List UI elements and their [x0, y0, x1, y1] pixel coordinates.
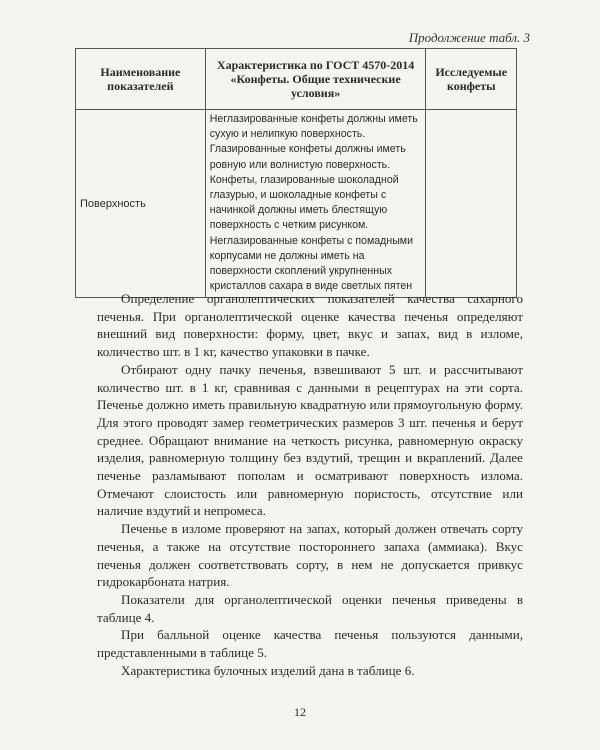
- body-text: [97, 290, 523, 679]
- body-paragraph: При балльной оценке качества печенья пользуются данными, представленными в таблице 5.: [97, 627, 523, 661]
- body-paragraph: Отбирают одну пачку печенья, взвешивают 5 шт. и рассчитывают количество шт. в 1 кг, сравнивая с данными в рецептурах на эти сорта. Печенье должно иметь правильную квадратную или прямоугольную форму. Для этого проводят замер геометрических размеров 3 шт. печенья и берут среднее. Обращают внимание на четкость рисунка, равномерную окраску изделия, равномерную толщину без вздутий, трещин и вкраплений. Далее печенье разламывают пополам и осматривают поверхность излома. Отмечают слоистость или равномерную пористость, отсутствие или наличие вздутий и непромеса.: [97, 361, 523, 519]
- table-continuation-caption: Продолжение табл. 3: [408, 30, 530, 45]
- body-paragraph: Характеристика булочных изделий дана в таблице 6.: [121, 662, 415, 678]
- header-gost-characteristic: Характеристика по ГОСТ 4570-2014 «Конфеты. Общие технические условия»: [205, 49, 426, 110]
- gost-paragraph: Неглазированные конфеты с помадными корпусами не должны иметь на поверхности скоплений укрупненных кристаллов сахара в виде светлых пятен: [209, 234, 414, 293]
- body-paragraph: Печенье в изломе проверяют на запах, который должен отвечать сорту печенья, а также на отсутствие постороннего запаха (аммиака). Вкус печенья должен соответствовать сорту, в нем не допускается привкус гидрокарбоната натрия.: [97, 521, 523, 590]
- row-studied-value: [426, 110, 517, 298]
- row-gost-description: [205, 110, 426, 298]
- header-indicator-name: Наименование показателей: [76, 49, 206, 110]
- table-row: [76, 110, 517, 298]
- row-indicator-name: Поверхность: [76, 110, 206, 298]
- header-studied-candies: Исследуемые конфеты: [426, 49, 517, 110]
- candy-spec-table: [75, 48, 517, 298]
- body-paragraph: Определение органолептических показателей качества сахарного печенья. При органолептической оценке качества печенья определяют внешний вид поверхности: форму, цвет, вкус и запах, вид в изломе, количество шт. в 1 кг, качество упаковки в пачке.: [97, 291, 523, 360]
- gost-paragraph: Неглазированные конфеты должны иметь сухую и нелипкую поверхность. Глазированные конфеты должны иметь ровную или волнистую поверхность. Конфеты, глазированные шоколадной глазурью, и шоколадные конфеты с начинкой должны иметь блестящую поверхность с четким рисунком.: [209, 113, 418, 232]
- page-number: 12: [294, 705, 306, 719]
- body-paragraph: Показатели для органолептической оценки печенья приведены в таблице 4.: [97, 591, 523, 625]
